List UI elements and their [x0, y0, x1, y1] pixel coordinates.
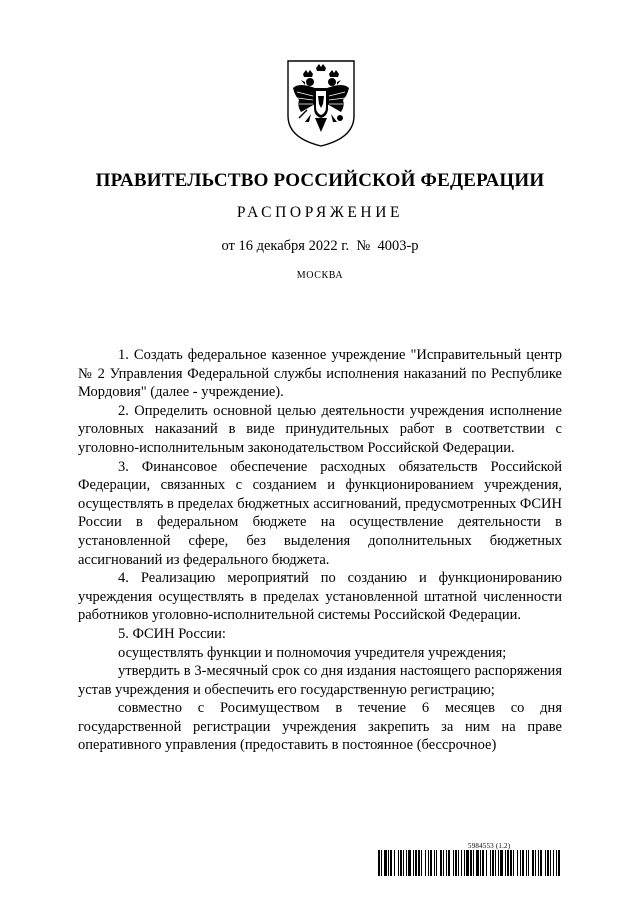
- paragraph-5-item-3: совместно с Росимуществом в течение 6 месяцев со дня государственной регистрации учреждения закрепить за ним на праве оперативного управления (предоставить в постоянное (бессрочное): [78, 700, 562, 754]
- paragraph-2: 2. Определить основной целью деятельности учреждения исполнение уголовных наказаний в виде принудительных работ в соответствии с уголовно-исполнительным законодательством Российской Федерации.: [78, 402, 562, 456]
- barcode-number: 5984553 (1.2): [468, 842, 511, 850]
- document-date-number: от 16 декабря 2022 г. № 4003-р: [221, 238, 419, 254]
- document-city: МОСКВА: [296, 270, 344, 281]
- paragraph-5-item-2: утвердить в 3-месячный срок со дня издания настоящего распоряжения устав учреждения и обеспечить его государственную регистрацию;: [78, 663, 562, 698]
- government-title: ПРАВИТЕЛЬСТВО РОССИЙСКОЙ ФЕДЕРАЦИИ: [95, 170, 545, 191]
- russian-coat-of-arms-icon: [285, 58, 357, 148]
- paragraph-1: 1. Создать федеральное казенное учреждение "Исправительный центр № 2 Управления Федеральной службы исполнения наказаний по Республике Мордовия" (далее - учреждение).: [78, 347, 562, 401]
- paragraph-5-item-1: осуществлять функции и полномочия учредителя учреждения;: [118, 644, 507, 661]
- paragraph-3: 3. Финансовое обеспечение расходных обязательств Российской Федерации, связанных с созданием и функционированием учреждения, осуществлять в пределах бюджетных ассигнований, предусмотренных ФСИН России в федеральном бюджете на осуществление деятельности в установленной сфере, без выделения дополнительных бюджетных ассигнований из федерального бюджета.: [78, 458, 562, 568]
- paragraph-5: 5. ФСИН России:: [118, 625, 226, 642]
- document-type: РАСПОРЯЖЕНИЕ: [236, 204, 404, 221]
- paragraph-4: 4. Реализацию мероприятий по созданию и функционированию учреждения осуществлять в пределах установленной штатной численности работников уголовно-исполнительной системы Российской Федерации.: [78, 570, 562, 624]
- barcode-icon: [378, 850, 560, 876]
- document-body: [78, 346, 562, 755]
